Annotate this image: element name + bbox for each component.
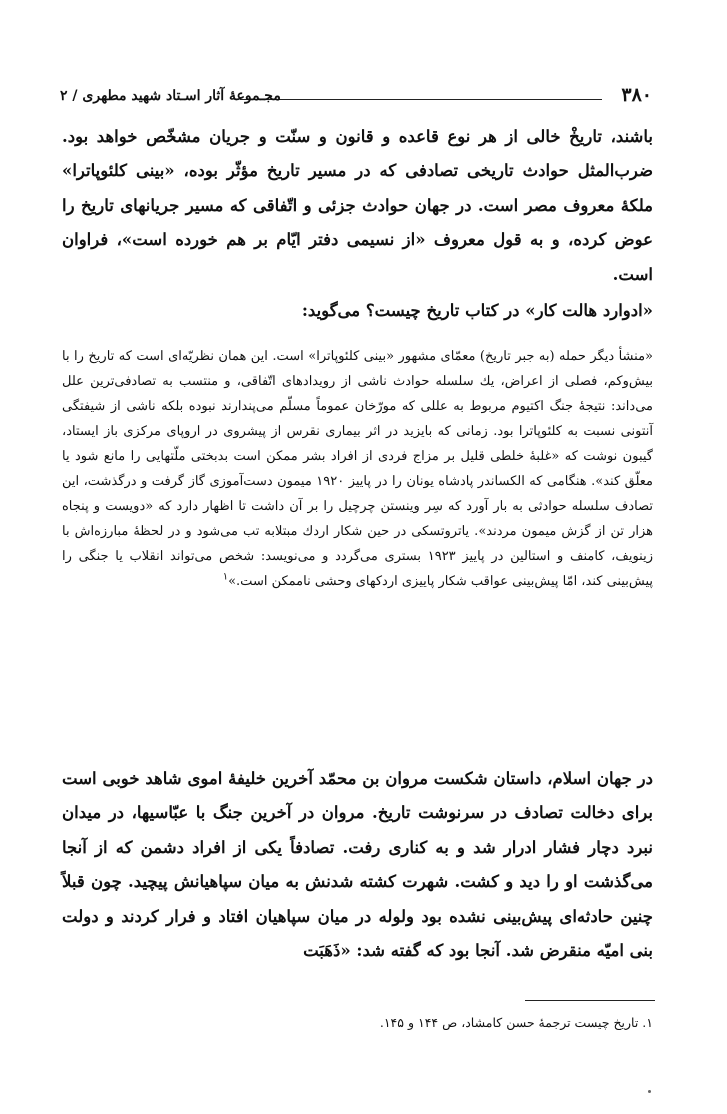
header-rule (240, 99, 602, 100)
body-paragraph-1: باشند، تاریخْ خالی از هر نوع قاعده و قانون و سنّت و جریان مشخّص خواهد بود. ضرب‌المثل حوادث تاریخی تصادفی که در مسیر تاریخ مؤثّر بوده، «بینی کلئوپاترا» ملکهٔ معروف مصر است. در جهان حوادث جزئی و اتّفاقی که مسیر جریانهای تاریخ را عوض کرده، و به قول معروف «از نسیمی دفتر ایّام بر هم خورده است»، فراوان است. (62, 127, 653, 284)
scan-speck (648, 1090, 651, 1093)
body-paragraph-2: «ادوارد هالت کار» در کتاب تاریخ چیست؟ می‌گوید: (301, 301, 653, 320)
page-header (60, 84, 652, 110)
running-title: مجـموعهٔ آثار اسـتاد شهید مطهری / ۲ (60, 88, 281, 104)
footnote-marker[interactable]: ۱ (222, 571, 229, 583)
block-quote (62, 344, 653, 594)
body-paragraph-3: در جهان اسلام، داستان شکست مروان بن محمّد آخرین خلیفهٔ اموی شاهد خوبی است برای دخالت تصادف در سرنوشت تاریخ. مروان در آخرین جنگ با عبّاسیها، در میدان نبرد دچار فشار ادرار شد و به کناری رفت. تصادفاً یکی از افراد دشمن که از آنجا می‌گذشت او را دید و کشت. شهرت کشته شدنش به میان سپاهیانش پیچید. چون قبلاً چنین حادثه‌ای پیش‌بینی نشده بود ولوله در میان سپاهیان افتاد و فرار کردند و دولت بنی امیّه منقرض شد. آنجا بود که گفته شد: «ذَهَبَت (62, 769, 653, 961)
footnote: ۱. تاریخ چیست ترجمهٔ حسن کامشاد، ص ۱۴۴ و ۱۴۵. (379, 1015, 653, 1030)
page-number: ۳۸۰ (621, 84, 652, 106)
block-quote-text: «منشأ دیگر حمله (به جبر تاریخ) معمّای مشهور «بینی کلئوپاترا» است. این همان نظریّه‌ای است که تاریخ را با بیش‌وکم، فصلی از اعراض، یك سلسله حوادث ناشی از رویدادهای اتّفاقی، و منتسب به تصادفی‌ترین علل می‌داند: نتیجهٔ جنگ اکتیوم مربوط به عللی که مورّخان عموماً مسلّم می‌پندارند نبوده بلکه ناشی از شیفتگی آنتونی نسبت به کلئوپاترا بود. زمانی که بایزید در اثر بیماری نقرس از پیشروی در اروپای مرکزی باز ایستاد، گیبون نوشت که «غلبهٔ خلطی قلیل بر مزاج فردی از افراد بشر ممکن است بدبختی ملّتهایی را مانع شود یا معلّق کند». هنگامی که الکساندر پادشاه یونان را در پاییز ۱۹۲۰ میمون دست‌آموزی گاز گرفت و درگذشت، این تصادف سلسله حوادثی به بار آورد که سِر وینستن چرچیل را بر آن داشت تا اظهار دارد که «دویست و پنجاه هزار تن از گزش میمون مردند». یاتروتسکی در حین شکار اردك مبتلابه تب می‌شود و در لحظهٔ مبارزه‌اش با زینویف، کامنف و استالین در پاییز ۱۹۲۳ بستری می‌گردد و می‌نویسد: شخص می‌تواند انقلاب یا جنگی را پیش‌بینی کند، امّا پیش‌بینی عواقب شکار پاییزی اردکهای وحشی ناممکن است.» (62, 349, 654, 589)
footnote-rule (525, 1000, 655, 1001)
